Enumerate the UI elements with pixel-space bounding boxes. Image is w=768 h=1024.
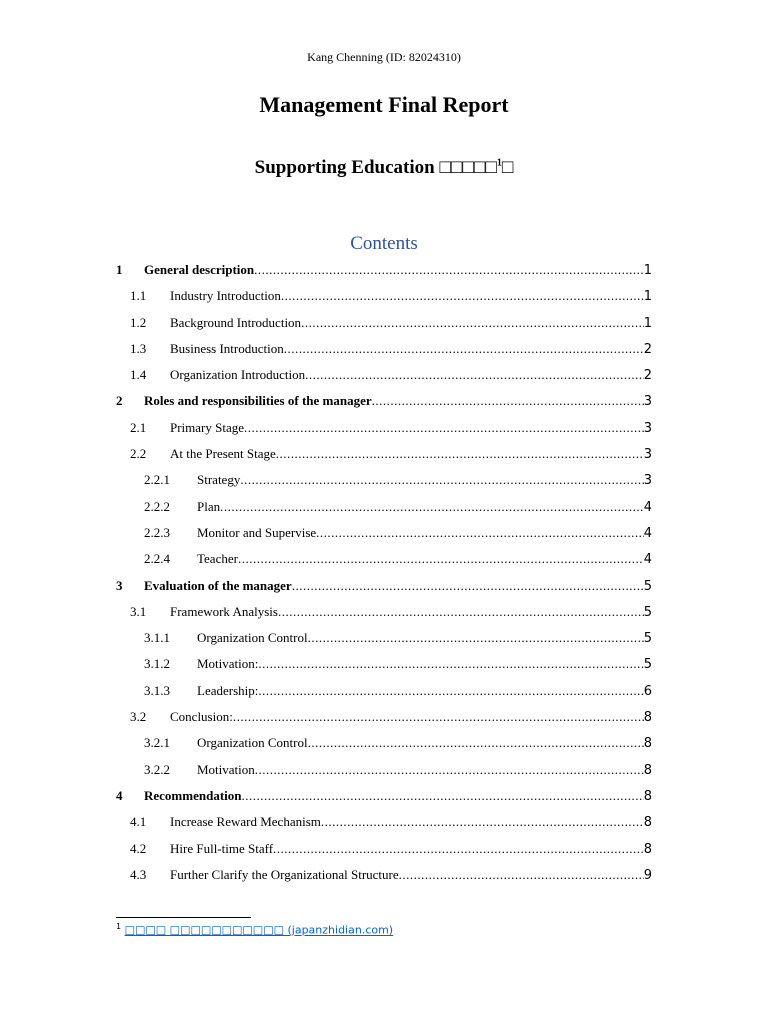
document-title: Management Final Report [259,92,509,117]
toc-entry-number: 4 [116,787,123,803]
toc-dot-leader [255,762,644,778]
toc-entry-title: Teacher [197,551,238,567]
toc-entry-title: Industry Introduction [170,288,281,304]
toc-entry-number: 2.2.4 [144,551,170,567]
toc-dot-leader [308,630,644,646]
toc-entry-title: Business Introduction [170,340,284,356]
toc-entry-number: 3.1 [130,603,147,619]
toc-entry[interactable] [116,472,652,498]
toc-dot-leader [276,446,644,462]
toc-entry-number: 1 [116,262,123,277]
toc-entry[interactable] [116,630,652,656]
toc-entry-title: Monitor and Supervise [197,524,317,540]
footnote [116,922,393,937]
toc-entry-number: 2.2.3 [144,524,170,540]
toc-entry-page: 8 [643,710,652,726]
toc-entry-number: 1.3 [130,340,147,356]
footnote-separator [116,917,251,918]
toc-entry-title: Organization Introduction [170,367,306,383]
toc-entry-number: 2 [116,393,123,409]
toc-entry[interactable] [116,367,652,393]
toc-entry[interactable] [116,788,652,814]
footnote-mark: 1 [116,922,122,931]
toc-dot-leader [258,656,643,672]
toc-entry[interactable] [116,499,652,525]
toc-entry-title: Conclusion: [170,709,233,725]
footnote-link[interactable]: □□□□ □□□□□□□□□□□ (japanzhidian.com) [124,923,394,937]
toc-dot-leader [220,499,644,515]
toc-entry-page: 8 [643,736,652,752]
toc-entry-page: 4 [643,499,652,515]
toc-entry-page: 4 [643,552,652,568]
toc-dot-leader [254,262,644,278]
toc-entry-number: 2.1 [130,419,147,435]
toc-entry-page: 1 [643,263,652,278]
toc-entry-page: 8 [643,841,652,857]
toc-entry-number: 3.1.1 [144,630,170,646]
toc-dot-leader [278,604,644,620]
toc-entry[interactable] [116,262,652,288]
toc-dot-leader [372,393,644,409]
toc-entry-page: 3 [643,473,652,489]
toc-entry-page: 1 [643,289,652,305]
toc-entry-title: Organization Control [197,735,308,751]
toc-entry-title: Framework Analysis [170,603,278,619]
toc-entry-title: Evaluation of the manager [144,577,292,593]
toc-entry-title: Further Clarify the Organizational Structure [170,866,399,882]
document-subtitle [0,157,768,179]
toc-entry-title: Increase Reward Mechanism [170,814,321,830]
toc-dot-leader [292,578,644,594]
toc-entry-page: 6 [643,683,652,699]
toc-entry[interactable] [116,446,652,472]
toc-entry-number: 4.3 [130,866,147,882]
toc-dot-leader [305,367,644,383]
toc-entry-page: 5 [643,657,652,673]
toc-entry-title: Motivation: [197,656,259,672]
toc-dot-leader [244,420,644,436]
toc-entry-number: 3 [116,577,123,593]
toc-entry-page: 3 [643,447,652,463]
toc-entry-number: 3.1.3 [144,682,170,698]
toc-entry[interactable] [116,709,652,735]
toc-entry-title: Leadership: [197,682,259,698]
toc-entry[interactable] [116,288,652,314]
toc-entry-title: Background Introduction [170,314,302,330]
toc-entry[interactable] [116,420,652,446]
toc-entry[interactable] [116,735,652,761]
toc-entry[interactable] [116,814,652,840]
toc-dot-leader [240,472,643,488]
toc-dot-leader [321,814,644,830]
toc-dot-leader [284,341,644,357]
toc-entry-number: 1.1 [130,288,147,304]
toc-entry-title: Roles and responsibilities of the manager [144,393,372,409]
table-of-contents [116,262,652,893]
toc-entry-page: 5 [643,578,652,594]
toc-entry-title: Organization Control [197,630,308,646]
toc-entry-page: 1 [643,315,652,331]
toc-entry-number: 4.2 [130,840,147,856]
toc-dot-leader [316,525,644,541]
toc-entry[interactable] [116,841,652,867]
toc-entry[interactable] [116,393,652,419]
toc-entry[interactable] [116,341,652,367]
toc-entry-title: Strategy [197,472,241,488]
toc-entry-title: Plan [197,498,221,514]
toc-entry-title: Motivation [197,761,255,777]
toc-entry-number: 2.2.2 [144,498,170,514]
toc-entry-title: Hire Full-time Staff [170,840,274,856]
toc-dot-leader [273,841,644,857]
toc-entry[interactable] [116,683,652,709]
subtitle-trailing: □ [501,157,514,178]
toc-entry-page: 3 [643,420,652,436]
toc-entry[interactable] [116,578,652,604]
toc-entry-page: 2 [643,368,652,384]
toc-entry[interactable] [116,315,652,341]
toc-entry[interactable] [116,525,652,551]
toc-entry-number: 2.2.1 [144,472,170,488]
toc-entry-number: 1.4 [130,367,147,383]
toc-dot-leader [281,288,644,304]
toc-entry-number: 3.2.2 [144,761,170,777]
subtitle-text: Supporting Education □□□□□ [254,157,497,178]
toc-entry-page: 3 [643,394,652,410]
toc-dot-leader [238,551,644,567]
toc-entry[interactable] [116,656,652,682]
toc-entry-title: At the Present Stage [170,446,276,462]
toc-entry-title: Primary Stage [170,419,245,435]
toc-dot-leader [399,867,644,883]
toc-dot-leader [301,315,644,331]
toc-entry[interactable] [116,867,652,893]
toc-entry[interactable] [116,604,652,630]
toc-heading: Contents [350,233,418,254]
toc-entry-page: 5 [643,631,652,647]
toc-entry-number: 3.1.2 [144,656,170,672]
toc-entry-page: 5 [643,604,652,620]
toc-entry-page: 4 [643,525,652,541]
toc-dot-leader [258,683,643,699]
toc-entry-number: 3.2.1 [144,735,170,751]
toc-dot-leader [233,709,644,725]
toc-entry-number: 4.1 [130,814,147,830]
toc-entry[interactable] [116,551,652,577]
toc-dot-leader [308,735,644,751]
toc-entry-number: 1.2 [130,314,147,330]
toc-entry-page: 9 [643,867,652,883]
footnote-reference[interactable]: 1 [496,157,502,169]
toc-entry-title: General description [144,262,255,277]
toc-entry-number: 3.2 [130,709,147,725]
toc-entry-number: 2.2 [130,446,147,462]
toc-entry-page: 8 [643,788,652,804]
toc-entry-page: 2 [643,341,652,357]
page-header-author: Kang Chenning (ID: 82024310) [307,50,461,64]
toc-entry-page: 8 [643,815,652,831]
toc-entry-page: 8 [643,762,652,778]
toc-entry[interactable] [116,762,652,788]
toc-dot-leader [242,788,644,804]
toc-entry-title: Recommendation [144,787,242,803]
